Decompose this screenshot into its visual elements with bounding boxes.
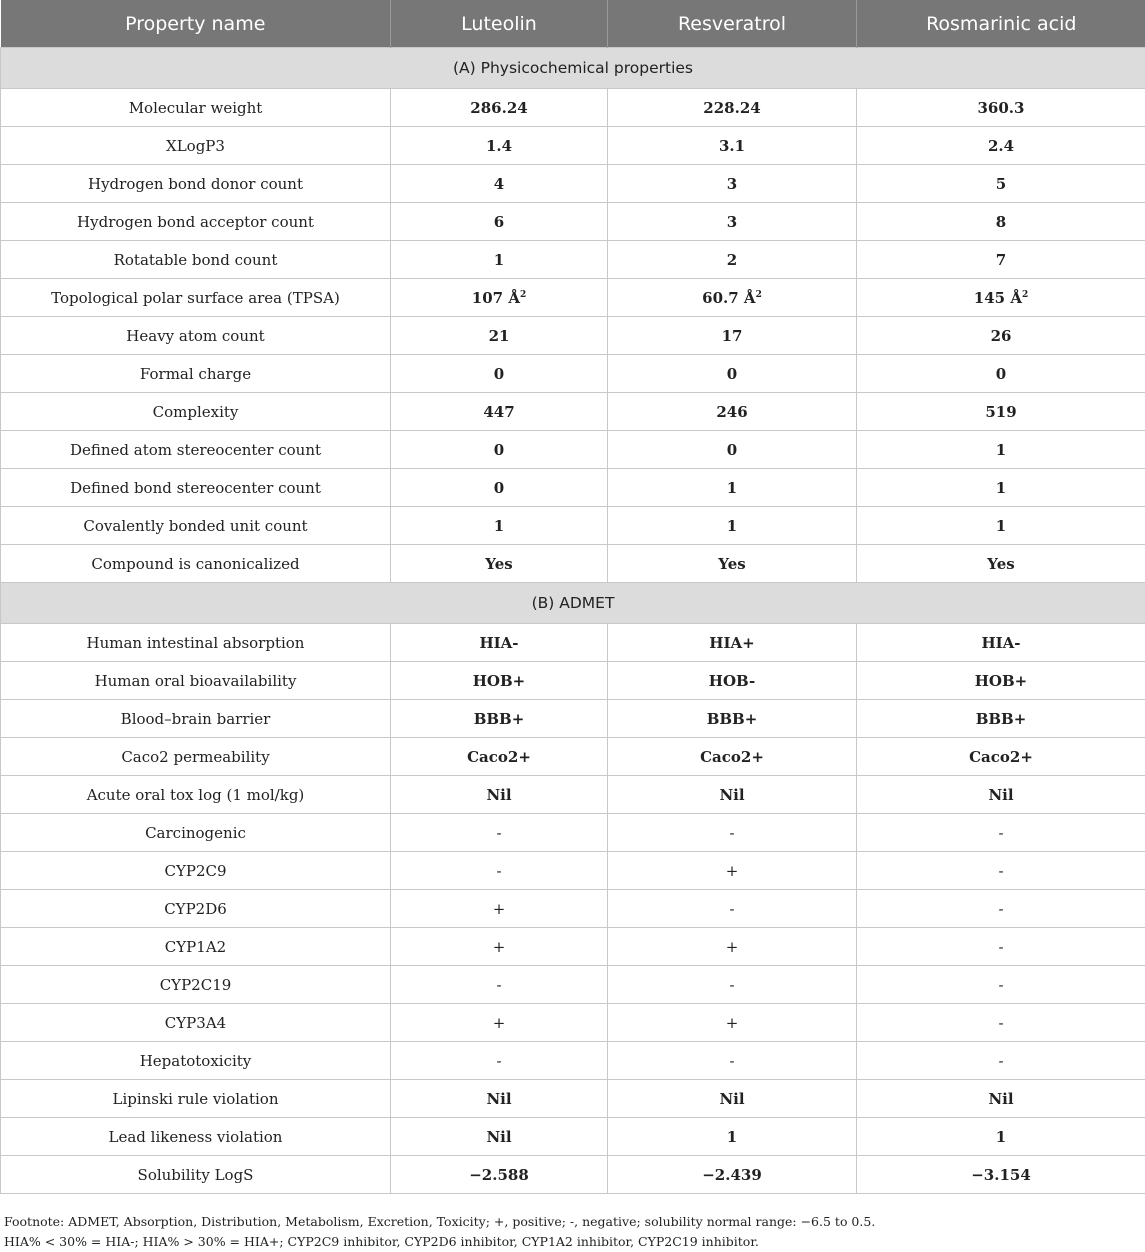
property-name-cell: Lipinski rule violation — [1, 1080, 391, 1118]
property-name-cell: Hepatotoxicity — [1, 1042, 391, 1080]
value-cell — [857, 1004, 1145, 1042]
value-cell — [857, 165, 1145, 203]
value-cell — [391, 469, 608, 507]
value-cell — [608, 355, 857, 393]
value-text: - — [998, 861, 1004, 880]
value-text: - — [998, 1051, 1004, 1070]
section-title: (B) ADMET — [1, 583, 1145, 624]
property-name-cell: Covalently bonded unit count — [1, 507, 391, 545]
table-row — [1, 890, 1145, 928]
value-cell — [857, 1156, 1145, 1194]
value-cell — [608, 966, 857, 1004]
value-text: 60.7 Å — [702, 288, 756, 307]
value-cell — [391, 1042, 608, 1080]
value-cell — [391, 241, 608, 279]
value-cell — [608, 431, 857, 469]
property-name-cell: XLogP3 — [1, 127, 391, 165]
table-row — [1, 469, 1145, 507]
table-row — [1, 928, 1145, 966]
value-cell — [857, 890, 1145, 928]
value-text: BBB+ — [975, 709, 1027, 728]
value-text: 0 — [726, 440, 738, 459]
value-text: 1 — [493, 516, 505, 535]
value-cell — [608, 1042, 857, 1080]
value-cell — [857, 317, 1145, 355]
property-name-cell: Human oral bioavailability — [1, 662, 391, 700]
value-text: 246 — [716, 402, 748, 421]
value-cell — [608, 738, 857, 776]
value-text: Caco2+ — [467, 747, 531, 766]
value-cell — [391, 814, 608, 852]
unit-superscript: 2 — [1021, 289, 1029, 300]
value-cell — [857, 469, 1145, 507]
value-text: 2.4 — [987, 136, 1015, 155]
value-text: 286.24 — [470, 98, 528, 117]
value-cell — [391, 279, 608, 317]
value-text: HOB+ — [472, 671, 526, 690]
value-text: 0 — [493, 364, 505, 383]
value-text: 519 — [985, 402, 1017, 421]
property-name-cell: Defined bond stereocenter count — [1, 469, 391, 507]
table-row — [1, 203, 1145, 241]
value-cell — [391, 393, 608, 431]
value-text: - — [998, 937, 1004, 956]
table-row — [1, 393, 1145, 431]
value-cell — [608, 700, 857, 738]
value-text: Yes — [987, 554, 1015, 573]
value-text: + — [492, 937, 506, 956]
table-row — [1, 317, 1145, 355]
value-cell — [391, 203, 608, 241]
value-cell — [857, 393, 1145, 431]
value-cell — [391, 1080, 608, 1118]
table-row — [1, 1118, 1145, 1156]
property-name-cell: Compound is canonicalized — [1, 545, 391, 583]
value-text: BBB+ — [706, 709, 758, 728]
property-name-cell: Solubility LogS — [1, 1156, 391, 1194]
value-cell — [391, 355, 608, 393]
value-cell — [857, 355, 1145, 393]
table-row — [1, 431, 1145, 469]
value-text: −3.154 — [971, 1165, 1031, 1184]
value-cell — [857, 700, 1145, 738]
value-text: −2.439 — [702, 1165, 762, 1184]
column-header-luteolin: Luteolin — [391, 0, 608, 48]
value-cell — [391, 662, 608, 700]
value-text: 3 — [726, 212, 738, 231]
value-text: 1 — [995, 1127, 1007, 1146]
value-cell — [608, 545, 857, 583]
value-text: 447 — [483, 402, 515, 421]
value-text: Yes — [718, 554, 746, 573]
value-cell — [608, 814, 857, 852]
value-cell — [857, 431, 1145, 469]
value-text: 26 — [990, 326, 1012, 345]
value-text: BBB+ — [473, 709, 525, 728]
value-text: HOB- — [708, 671, 756, 690]
value-text: HOB+ — [974, 671, 1028, 690]
value-text: 4 — [493, 174, 505, 193]
value-cell — [857, 279, 1145, 317]
value-text: 1 — [995, 440, 1007, 459]
value-cell — [608, 279, 857, 317]
value-text: + — [725, 937, 739, 956]
value-cell — [608, 203, 857, 241]
value-text: + — [492, 1013, 506, 1032]
value-text: 1 — [726, 1127, 738, 1146]
value-cell — [391, 431, 608, 469]
property-name-cell: CYP2D6 — [1, 890, 391, 928]
property-name-cell: Caco2 permeability — [1, 738, 391, 776]
value-cell — [608, 89, 857, 127]
value-cell — [857, 127, 1145, 165]
value-text: Caco2+ — [700, 747, 764, 766]
value-cell — [857, 966, 1145, 1004]
value-cell — [608, 1004, 857, 1042]
value-text: - — [729, 975, 735, 994]
section-row — [1, 48, 1145, 89]
value-text: - — [729, 899, 735, 918]
property-name-cell: Human intestinal absorption — [1, 624, 391, 662]
property-name-cell: Acute oral tox log (1 mol/kg) — [1, 776, 391, 814]
value-text: Nil — [719, 1089, 745, 1108]
value-text: 21 — [488, 326, 510, 345]
value-cell — [608, 127, 857, 165]
value-text: - — [998, 823, 1004, 842]
table-row — [1, 545, 1145, 583]
unit-superscript: 2 — [519, 289, 527, 300]
value-cell — [391, 852, 608, 890]
value-text: 5 — [995, 174, 1007, 193]
value-cell — [608, 393, 857, 431]
value-cell — [608, 241, 857, 279]
value-cell — [857, 852, 1145, 890]
footnote — [4, 1212, 875, 1252]
value-text: - — [496, 975, 502, 994]
table-row — [1, 241, 1145, 279]
table-row — [1, 966, 1145, 1004]
value-cell — [608, 662, 857, 700]
table-row — [1, 624, 1145, 662]
value-cell — [857, 545, 1145, 583]
property-name-cell: Blood–brain barrier — [1, 700, 391, 738]
property-name-cell: Defined atom stereocenter count — [1, 431, 391, 469]
value-cell — [608, 928, 857, 966]
section-row — [1, 583, 1145, 624]
table-row — [1, 738, 1145, 776]
table-body — [1, 48, 1145, 1194]
value-text: Yes — [485, 554, 513, 573]
value-text: - — [729, 823, 735, 842]
value-cell — [391, 738, 608, 776]
value-text: 0 — [493, 440, 505, 459]
value-text: 3 — [726, 174, 738, 193]
value-text: + — [725, 861, 739, 880]
value-cell — [857, 738, 1145, 776]
value-text: 7 — [995, 250, 1007, 269]
section-title: (A) Physicochemical properties — [1, 48, 1145, 89]
table-row — [1, 89, 1145, 127]
value-text: Nil — [719, 785, 745, 804]
value-cell — [391, 545, 608, 583]
value-text: HIA+ — [709, 633, 755, 652]
table-row — [1, 1156, 1145, 1194]
column-header-rosmarinic-acid: Rosmarinic acid — [857, 0, 1145, 48]
value-text: - — [998, 1013, 1004, 1032]
value-text: - — [496, 823, 502, 842]
value-cell — [857, 1042, 1145, 1080]
value-cell — [608, 890, 857, 928]
value-cell — [391, 928, 608, 966]
value-cell — [608, 1156, 857, 1194]
table-row — [1, 662, 1145, 700]
table-row — [1, 852, 1145, 890]
header-row — [1, 0, 1145, 48]
value-text: 107 Å — [471, 288, 520, 307]
value-text: HIA- — [981, 633, 1021, 652]
value-text: Nil — [988, 1089, 1014, 1108]
value-cell — [391, 890, 608, 928]
value-cell — [857, 662, 1145, 700]
table-row — [1, 700, 1145, 738]
value-cell — [391, 165, 608, 203]
property-name-cell: CYP1A2 — [1, 928, 391, 966]
value-text: 0 — [995, 364, 1007, 383]
property-name-cell: CYP2C19 — [1, 966, 391, 1004]
property-name-cell: Hydrogen bond donor count — [1, 165, 391, 203]
value-cell — [608, 317, 857, 355]
value-cell — [391, 127, 608, 165]
property-name-cell: Topological polar surface area (TPSA) — [1, 279, 391, 317]
value-cell — [857, 776, 1145, 814]
table-row — [1, 355, 1145, 393]
value-cell — [857, 203, 1145, 241]
value-text: 1 — [726, 516, 738, 535]
value-text: 3.1 — [718, 136, 746, 155]
value-text: Nil — [486, 1089, 512, 1108]
table-row — [1, 1042, 1145, 1080]
footnote-line-1: Footnote: ADMET, Absorption, Distribution, Metabolism, Excretion, Toxicity; +, positive; -, negative; solubility normal range: −6.5 to 0.5. — [4, 1214, 876, 1229]
value-cell — [857, 1080, 1145, 1118]
value-text: HIA- — [479, 633, 519, 652]
value-text: −2.588 — [469, 1165, 529, 1184]
column-header-property: Property name — [1, 0, 391, 48]
value-text: 1 — [493, 250, 505, 269]
property-name-cell: Carcinogenic — [1, 814, 391, 852]
table-row — [1, 279, 1145, 317]
value-text: 2 — [726, 250, 738, 269]
value-text: + — [725, 1013, 739, 1032]
value-text: 1 — [995, 516, 1007, 535]
value-cell — [391, 966, 608, 1004]
table-row — [1, 165, 1145, 203]
value-cell — [391, 317, 608, 355]
value-text: 6 — [493, 212, 505, 231]
value-text: 0 — [493, 478, 505, 497]
value-cell — [608, 624, 857, 662]
value-cell — [608, 507, 857, 545]
table-row — [1, 1080, 1145, 1118]
value-cell — [391, 89, 608, 127]
value-cell — [857, 1118, 1145, 1156]
value-text: 228.24 — [703, 98, 761, 117]
value-text: 17 — [721, 326, 743, 345]
value-text: 1 — [726, 478, 738, 497]
value-cell — [391, 776, 608, 814]
property-name-cell: Lead likeness violation — [1, 1118, 391, 1156]
value-cell — [857, 89, 1145, 127]
value-cell — [608, 852, 857, 890]
property-name-cell: Complexity — [1, 393, 391, 431]
value-cell — [391, 1156, 608, 1194]
value-text: 0 — [726, 364, 738, 383]
value-text: 8 — [995, 212, 1007, 231]
footnote-line-2: HIA% < 30% = HIA-; HIA% > 30% = HIA+; CYP2C9 inhibitor, CYP2D6 inhibitor, CYP1A2 inhibitor, CYP2C19 inhibitor. — [4, 1234, 759, 1249]
value-cell — [857, 814, 1145, 852]
property-name-cell: CYP3A4 — [1, 1004, 391, 1042]
property-name-cell: Heavy atom count — [1, 317, 391, 355]
value-text: - — [998, 975, 1004, 994]
value-text: Nil — [486, 1127, 512, 1146]
value-text: 145 Å — [973, 288, 1022, 307]
column-header-resveratrol: Resveratrol — [608, 0, 857, 48]
value-cell — [391, 507, 608, 545]
value-text: Nil — [486, 785, 512, 804]
value-cell — [391, 700, 608, 738]
value-cell — [857, 928, 1145, 966]
property-name-cell: Rotatable bond count — [1, 241, 391, 279]
property-name-cell: Hydrogen bond acceptor count — [1, 203, 391, 241]
value-cell — [608, 1118, 857, 1156]
value-text: 1.4 — [485, 136, 513, 155]
value-cell — [608, 776, 857, 814]
table-row — [1, 507, 1145, 545]
value-cell — [608, 165, 857, 203]
value-text: Caco2+ — [969, 747, 1033, 766]
table-row — [1, 127, 1145, 165]
value-text: - — [496, 1051, 502, 1070]
table-row — [1, 814, 1145, 852]
value-cell — [857, 241, 1145, 279]
value-cell — [391, 1004, 608, 1042]
table-row — [1, 1004, 1145, 1042]
unit-superscript: 2 — [755, 289, 762, 300]
value-cell — [391, 1118, 608, 1156]
value-text: - — [998, 899, 1004, 918]
value-cell — [608, 1080, 857, 1118]
property-name-cell: CYP2C9 — [1, 852, 391, 890]
value-cell — [857, 507, 1145, 545]
table-row — [1, 776, 1145, 814]
value-text: - — [729, 1051, 735, 1070]
property-name-cell: Formal charge — [1, 355, 391, 393]
value-text: - — [496, 861, 502, 880]
value-text: 360.3 — [977, 98, 1025, 117]
value-cell — [857, 624, 1145, 662]
value-text: Nil — [988, 785, 1014, 804]
value-cell — [391, 624, 608, 662]
value-cell — [608, 469, 857, 507]
property-name-cell: Molecular weight — [1, 89, 391, 127]
value-text: + — [492, 899, 506, 918]
value-text: 1 — [995, 478, 1007, 497]
